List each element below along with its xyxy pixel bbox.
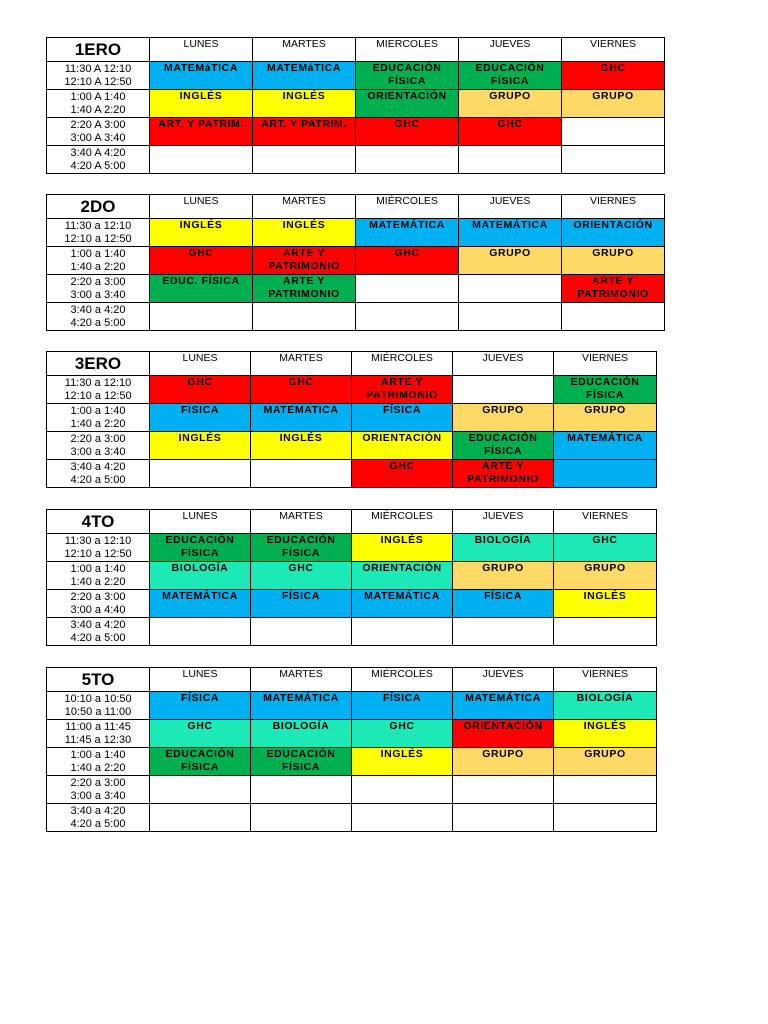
time-slot	[47, 590, 150, 618]
day-header-miercoles: MIÉRCOLES	[352, 668, 453, 692]
time-range: 3:00 A 3:40	[70, 131, 126, 144]
subject-cell-ingles: INGLÉS	[150, 90, 253, 118]
time-range: 11:30 A 12:10	[64, 62, 132, 75]
empty-cell	[356, 146, 459, 174]
time-range: 3:00 a 4:40	[70, 603, 126, 616]
empty-cell	[150, 804, 251, 832]
time-slot	[47, 692, 150, 720]
time-range: 1:40 A 2:20	[70, 103, 126, 116]
subject-cell-grupo: GRUPO	[554, 404, 657, 432]
table-row	[47, 692, 657, 720]
time-range: 1:00 A 1:40	[70, 90, 126, 103]
day-header-jueves: JUEVES	[453, 668, 554, 692]
time-range: 12:10 A 12:50	[64, 75, 132, 88]
table-row	[47, 460, 657, 488]
empty-cell	[150, 460, 251, 488]
table-row	[47, 720, 657, 748]
subject-cell-educacion-fisica: EDUCACIÓN FÍSICA	[251, 534, 352, 562]
header-row	[47, 668, 657, 692]
subject-cell-ghc: GHC	[251, 562, 352, 590]
subject-cell-grupo: GRUPO	[453, 404, 554, 432]
time-range: 3:40 A 4:20	[70, 146, 126, 159]
time-range: 1:00 a 1:40	[70, 404, 126, 417]
day-header-martes: MARTES	[251, 352, 352, 376]
table-row	[47, 146, 665, 174]
time-range: 4:20 A 5:00	[70, 159, 126, 172]
grade-label: 2DO	[47, 195, 150, 219]
time-range: 11:30 a 12:10	[64, 534, 132, 547]
time-slot	[47, 376, 150, 404]
day-header-viernes: VIERNES	[562, 195, 665, 219]
table-row	[47, 590, 657, 618]
subject-cell-matematica: MATEMÁTICA	[554, 432, 657, 460]
day-header-martes: MARTES	[253, 195, 356, 219]
time-slot	[47, 804, 150, 832]
grade-label: 3ERO	[47, 352, 150, 376]
empty-cell	[554, 776, 657, 804]
day-header-viernes: VIERNES	[554, 668, 657, 692]
empty-cell	[253, 303, 356, 331]
subject-cell-educacion-fisica: EDUCACIÓN FÍSICA	[453, 432, 554, 460]
empty-cell	[150, 303, 253, 331]
subject-cell-fisica: FÍSICA	[150, 692, 251, 720]
subject-cell-ingles: INGLÉS	[251, 432, 352, 460]
subject-cell-matematica: MATEMáTICA	[150, 62, 253, 90]
empty-cell	[251, 460, 352, 488]
subject-cell-art-y-patrim: ART. Y PATRIM.	[150, 118, 253, 146]
empty-cell	[356, 275, 459, 303]
time-range: 12:10 a 12:50	[64, 389, 132, 402]
subject-cell-ghc: GHC	[459, 118, 562, 146]
subject-cell-arte-y-patrimonio: ARTE Y PATRIMONIO	[453, 460, 554, 488]
time-slot	[47, 303, 150, 331]
schedule-table-5to	[46, 667, 657, 832]
subject-cell-ingles: INGLÉS	[150, 432, 251, 460]
time-slot	[47, 90, 150, 118]
time-range: 11:45 a 12:30	[64, 733, 132, 746]
subject-cell-grupo: GRUPO	[459, 90, 562, 118]
empty-cell	[251, 618, 352, 646]
time-range: 2:20 a 3:00	[70, 432, 126, 445]
empty-cell	[554, 460, 657, 488]
table-row	[47, 404, 657, 432]
time-slot	[47, 219, 150, 247]
empty-cell	[356, 303, 459, 331]
subject-cell-educacion-fisica: EDUCACIÓN FÍSICA	[459, 62, 562, 90]
time-range: 3:00 a 3:40	[70, 288, 126, 301]
empty-cell	[150, 618, 251, 646]
time-range: 2:20 a 3:00	[70, 776, 126, 789]
time-range: 3:40 a 4:20	[70, 460, 126, 473]
subject-cell-matematica: MATEMáTICA	[253, 62, 356, 90]
empty-cell	[459, 275, 562, 303]
table-row	[47, 62, 665, 90]
grade-label: 5TO	[47, 668, 150, 692]
empty-cell	[251, 804, 352, 832]
subject-cell-art-y-patrim: ART. Y PATRIM.	[253, 118, 356, 146]
time-slot	[47, 118, 150, 146]
subject-cell-arte-y-patrimonio: ARTE Y PATRIMONIO	[562, 275, 665, 303]
subject-cell-grupo: GRUPO	[554, 748, 657, 776]
time-slot	[47, 618, 150, 646]
day-header-jueves: JUEVES	[453, 510, 554, 534]
subject-cell-orientacion: ORIENTACIÓN	[356, 90, 459, 118]
subject-cell-orientacion: ORIENTACIÓN	[352, 432, 453, 460]
empty-cell	[453, 618, 554, 646]
table-row	[47, 534, 657, 562]
subject-cell-arte-y-patrimonio: ARTE Y PATRIMONIO	[352, 376, 453, 404]
day-header-martes: MARTES	[251, 668, 352, 692]
subject-cell-fisica: FÍSICA	[352, 692, 453, 720]
table-row	[47, 376, 657, 404]
empty-cell	[562, 118, 665, 146]
grade-label: 4TO	[47, 510, 150, 534]
subject-cell-fisica: FÍSICA	[453, 590, 554, 618]
time-range: 1:40 a 2:20	[70, 575, 126, 588]
day-header-miercoles: MIÉRCOLES	[352, 510, 453, 534]
subject-cell-matematica: MATEMÁTICA	[453, 692, 554, 720]
time-range: 1:40 a 2:20	[70, 761, 126, 774]
day-header-viernes: VIERNES	[554, 510, 657, 534]
time-slot	[47, 62, 150, 90]
day-header-lunes: LUNES	[150, 668, 251, 692]
time-range: 3:00 a 3:40	[70, 789, 126, 802]
subject-cell-matematica: MATEMÁTICA	[352, 590, 453, 618]
subject-cell-educ-fisica: EDUC. FÍSICA	[150, 275, 253, 303]
time-range: 1:40 a 2:20	[70, 260, 126, 273]
table-row	[47, 562, 657, 590]
subject-cell-ingles: INGLÉS	[150, 219, 253, 247]
subject-cell-educacion-fisica: EDUCACIÓN FÍSICA	[356, 62, 459, 90]
schedule-table-1ero	[46, 37, 665, 174]
subject-cell-ghc: GHC	[150, 247, 253, 275]
empty-cell	[562, 146, 665, 174]
subject-cell-ghc: GHC	[150, 376, 251, 404]
time-range: 4:20 a 5:00	[70, 473, 126, 486]
subject-cell-grupo: GRUPO	[453, 748, 554, 776]
grade-label: 1ERO	[47, 38, 150, 62]
subject-cell-ghc: GHC	[352, 720, 453, 748]
empty-cell	[150, 776, 251, 804]
empty-cell	[352, 804, 453, 832]
time-range: 4:20 a 5:00	[70, 316, 126, 329]
time-range: 1:00 a 1:40	[70, 247, 126, 260]
subject-cell-ghc: GHC	[251, 376, 352, 404]
table-row	[47, 804, 657, 832]
subject-cell-ghc: GHC	[554, 534, 657, 562]
header-row	[47, 195, 665, 219]
table-row	[47, 275, 665, 303]
subject-cell-ingles: INGLÉS	[352, 748, 453, 776]
day-header-martes: MARTES	[253, 38, 356, 62]
day-header-lunes: LUNES	[150, 510, 251, 534]
empty-cell	[251, 776, 352, 804]
time-slot	[47, 720, 150, 748]
time-range: 10:50 a 11:00	[64, 705, 132, 718]
table-row	[47, 748, 657, 776]
subject-cell-ingles: INGLÉS	[554, 590, 657, 618]
subject-cell-matematica: MATEMÁTICA	[150, 590, 251, 618]
subject-cell-educacion-fisica: EDUCACIÓN FÍSICA	[251, 748, 352, 776]
empty-cell	[453, 804, 554, 832]
empty-cell	[459, 146, 562, 174]
day-header-lunes: LUNES	[150, 195, 253, 219]
time-slot	[47, 247, 150, 275]
subject-cell-fisica: FISICA	[150, 404, 251, 432]
time-slot	[47, 146, 150, 174]
time-slot	[47, 404, 150, 432]
time-range: 11:30 a 12:10	[64, 376, 132, 389]
subject-cell-ghc: GHC	[352, 460, 453, 488]
subject-cell-arte-y-patrimonio: ARTE Y PATRIMONIO	[253, 247, 356, 275]
empty-cell	[459, 303, 562, 331]
table-row	[47, 432, 657, 460]
day-header-martes: MARTES	[251, 510, 352, 534]
table-row	[47, 219, 665, 247]
day-header-miercoles: MIERCOLES	[356, 38, 459, 62]
time-range: 4:20 a 5:00	[70, 817, 126, 830]
empty-cell	[453, 776, 554, 804]
subject-cell-matematica: MATEMÁTICA	[459, 219, 562, 247]
time-slot	[47, 460, 150, 488]
day-header-lunes: LUNES	[150, 352, 251, 376]
empty-cell	[453, 376, 554, 404]
subject-cell-biologia: BIOLOGÍA	[554, 692, 657, 720]
empty-cell	[554, 804, 657, 832]
day-header-viernes: VIERNES	[554, 352, 657, 376]
subject-cell-arte-y-patrimonio: ARTE Y PATRIMONIO	[253, 275, 356, 303]
day-header-lunes: LUNES	[150, 38, 253, 62]
time-range: 3:40 a 4:20	[70, 804, 126, 817]
table-row	[47, 90, 665, 118]
subject-cell-matematica: MATEMÁTICA	[356, 219, 459, 247]
time-range: 2:20 A 3:00	[70, 118, 126, 131]
time-slot	[47, 534, 150, 562]
time-range: 3:40 a 4:20	[70, 303, 126, 316]
time-range: 4:20 a 5:00	[70, 631, 126, 644]
schedule-table-3ero	[46, 351, 657, 488]
subject-cell-educacion-fisica: EDUCACIÓN FÍSICA	[150, 748, 251, 776]
subject-cell-ingles: INGLÉS	[253, 219, 356, 247]
time-range: 1:00 a 1:40	[70, 562, 126, 575]
empty-cell	[150, 146, 253, 174]
table-row	[47, 776, 657, 804]
subject-cell-ingles: INGLÉS	[554, 720, 657, 748]
day-header-jueves: JUEVES	[459, 38, 562, 62]
subject-cell-matematica: MATEMÁTICA	[251, 692, 352, 720]
empty-cell	[562, 303, 665, 331]
subject-cell-ghc: GHC	[150, 720, 251, 748]
day-header-viernes: VIERNES	[562, 38, 665, 62]
time-slot	[47, 562, 150, 590]
time-range: 2:20 a 3:00	[70, 275, 126, 288]
subject-cell-matematica: MATEMATICA	[251, 404, 352, 432]
table-row	[47, 118, 665, 146]
time-range: 12:10 a 12:50	[64, 547, 132, 560]
table-row	[47, 618, 657, 646]
subject-cell-biologia: BIOLOGÍA	[251, 720, 352, 748]
subject-cell-orientacion: ORIENTACIÓN	[352, 562, 453, 590]
day-header-miercoles: MIÉRCOLES	[356, 195, 459, 219]
header-row	[47, 352, 657, 376]
time-range: 1:00 a 1:40	[70, 748, 126, 761]
table-row	[47, 247, 665, 275]
subject-cell-grupo: GRUPO	[562, 90, 665, 118]
time-range: 3:40 a 4:20	[70, 618, 126, 631]
schedule-table-2do	[46, 194, 665, 331]
subject-cell-grupo: GRUPO	[453, 562, 554, 590]
subject-cell-grupo: GRUPO	[459, 247, 562, 275]
day-header-miercoles: MIÉRCOLES	[352, 352, 453, 376]
time-slot	[47, 748, 150, 776]
subject-cell-educacion-fisica: EDUCACIÓN FÍSICA	[554, 376, 657, 404]
time-range: 11:00 a 11:45	[65, 720, 131, 733]
empty-cell	[352, 776, 453, 804]
time-range: 3:00 a 3:40	[70, 445, 126, 458]
time-slot	[47, 432, 150, 460]
subject-cell-educacion-fisica: EDUCACIÓN FÍSICA	[150, 534, 251, 562]
schedule-table-4to	[46, 509, 657, 646]
table-row	[47, 303, 665, 331]
subject-cell-biologia: BIOLOGÍA	[150, 562, 251, 590]
subject-cell-ingles: INGLÉS	[253, 90, 356, 118]
time-range: 1:40 a 2:20	[70, 417, 126, 430]
time-range: 11:30 a 12:10	[64, 219, 132, 232]
time-range: 2:20 a 3:00	[70, 590, 126, 603]
day-header-jueves: JUEVES	[459, 195, 562, 219]
subject-cell-fisica: FÍSICA	[251, 590, 352, 618]
time-slot	[47, 776, 150, 804]
subject-cell-ingles: INGLÉS	[352, 534, 453, 562]
time-range: 12:10 a 12:50	[64, 232, 132, 245]
header-row	[47, 38, 665, 62]
subject-cell-biologia: BIOLOGÍA	[453, 534, 554, 562]
subject-cell-ghc: GHC	[562, 62, 665, 90]
subject-cell-grupo: GRUPO	[554, 562, 657, 590]
time-slot	[47, 275, 150, 303]
subject-cell-orientacion: ORIENTACIÓN	[453, 720, 554, 748]
day-header-jueves: JUEVES	[453, 352, 554, 376]
empty-cell	[352, 618, 453, 646]
subject-cell-orientacion: ORIENTACIÓN	[562, 219, 665, 247]
subject-cell-fisica: FÍSICA	[352, 404, 453, 432]
subject-cell-ghc: GHC	[356, 247, 459, 275]
subject-cell-ghc: GHC	[356, 118, 459, 146]
subject-cell-grupo: GRUPO	[562, 247, 665, 275]
time-range: 10:10 a 10:50	[64, 692, 132, 705]
empty-cell	[554, 618, 657, 646]
header-row	[47, 510, 657, 534]
empty-cell	[253, 146, 356, 174]
